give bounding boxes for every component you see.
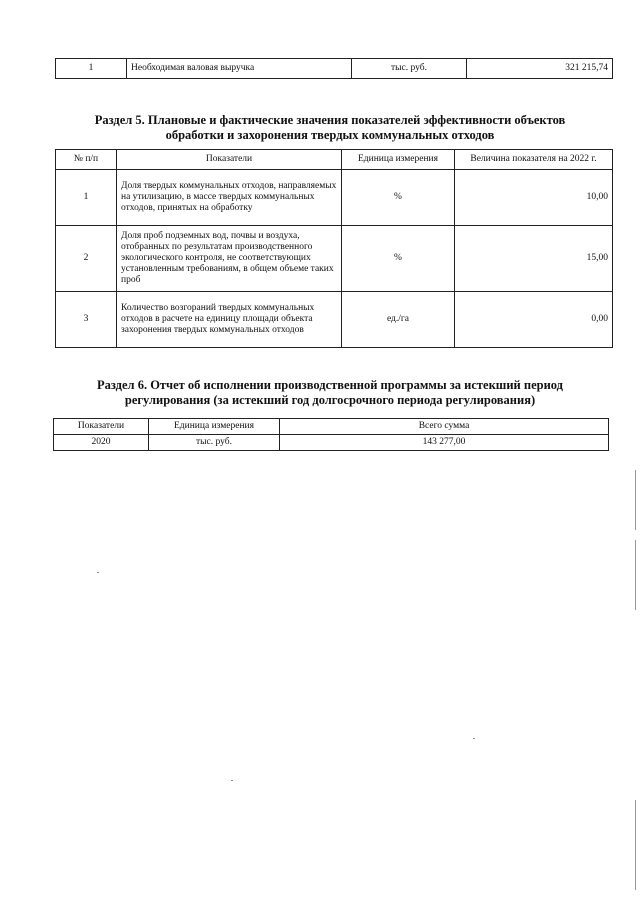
scan-speck [231,780,233,781]
section5-title [40,113,620,143]
scan-speck [473,738,475,739]
unit-cell: % [342,170,455,226]
indicator-name: Доля твердых коммунальных отходов, направляемых на утилизацию, в массе твердых коммунальных отходов, принятых на обработку [117,170,342,226]
total-cell: 143 277,00 [280,435,609,451]
table-header-row [54,419,609,435]
value-cell: 10,00 [455,170,613,226]
section6-title-line1: Раздел 6. Отчет об исполнении производственной программы за истекший период [97,378,563,392]
scan-speck [97,572,99,573]
header-unit: Единица измерения [149,419,280,435]
value-cell: 0,00 [455,292,613,348]
section5-table [55,149,613,348]
section5-title-line1: Раздел 5. Плановые и фактические значения показателей эффективности объектов [94,113,566,127]
scan-edge-line [635,470,636,530]
section5-title-line2: обработки и захоронения твердых коммунальных отходов [165,128,495,142]
row-number: 3 [56,292,117,348]
indicator-name: Количество возгораний твердых коммунальных отходов в расчете на единицу площади объекта захоронения твердых коммунальных отходов [117,292,342,348]
unit-cell: тыс. руб. [149,435,280,451]
header-indicator: Показатели [117,150,342,170]
unit-cell: % [342,226,455,292]
section6-table [53,418,609,451]
value-cell: 15,00 [455,226,613,292]
table-row [56,292,613,348]
header-unit: Единица измерения [342,150,455,170]
scan-edge-line [635,540,636,610]
scan-edge-line [635,800,636,890]
indicator-cell: 2020 [54,435,149,451]
table-row [54,435,609,451]
section6-title [40,378,620,408]
unit-cell: ед./га [342,292,455,348]
table-row [56,59,613,79]
header-indicator: Показатели [54,419,149,435]
table-row [56,226,613,292]
row-number: 1 [56,170,117,226]
value-cell: 321 215,74 [467,59,613,79]
indicator-name: Доля проб подземных вод, почвы и воздуха, отобранных по результатам производственного экологического контроля, не соответствующих установленным требованиям, в общем объеме таких проб [117,226,342,292]
row-number: 1 [56,59,127,79]
header-num: № п/п [56,150,117,170]
row-number: 2 [56,226,117,292]
table-row [56,170,613,226]
revenue-table [55,58,613,79]
header-value: Величина показателя на 2022 г. [455,150,613,170]
table-header-row [56,150,613,170]
section6-title-line2: регулирования (за истекший год долгосрочного периода регулирования) [124,393,536,407]
indicator-name: Необходимая валовая выручка [127,59,352,79]
header-total: Всего сумма [280,419,609,435]
unit-cell: тыс. руб. [352,59,467,79]
